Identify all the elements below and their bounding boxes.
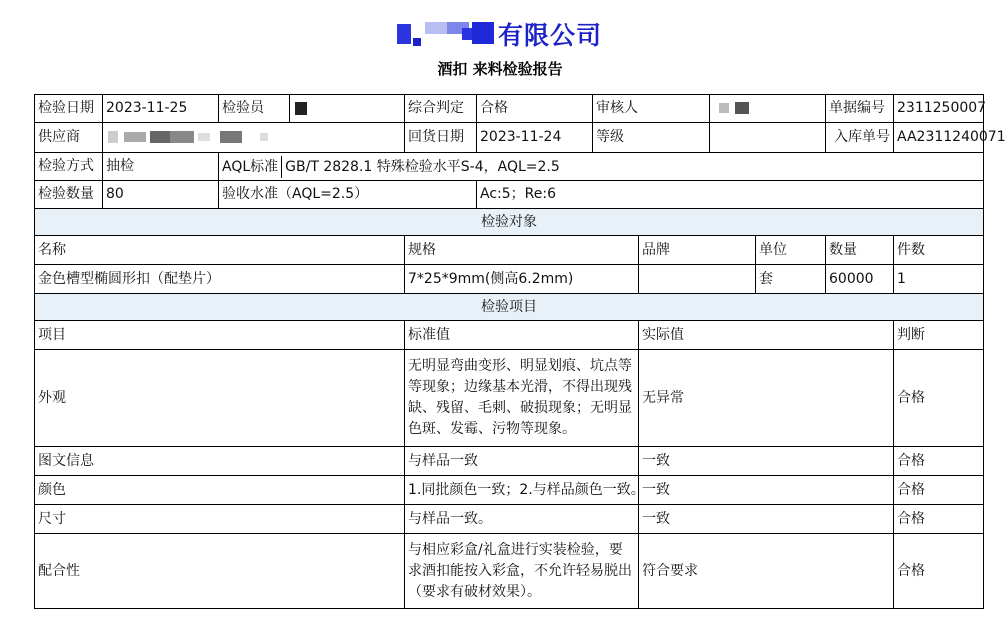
item-name: 外观 <box>35 350 405 447</box>
inspector-value <box>290 95 405 123</box>
overall-verdict-label: 综合判定 <box>405 95 477 123</box>
section-header-row <box>35 294 984 321</box>
info-row <box>35 153 984 181</box>
redaction-mosaic <box>124 132 146 142</box>
item-standard: 无明显弯曲变形、明显划痕、坑点等等现象；边缘基本光滑，不得出现残缺、残留、毛刺、破损现象；无明显色斑、发霉、污物等现象。 <box>405 350 639 447</box>
item-standard: 与样品一致 <box>405 447 639 476</box>
inspection-quantity-value: 80 <box>103 181 219 209</box>
redaction-mosaic <box>260 133 268 141</box>
report-title: 酒扣 来料检验报告 <box>437 60 563 78</box>
table-cell: 7*25*9mm(侧高6.2mm) <box>405 265 639 294</box>
item-standard: 与样品一致。 <box>405 505 639 534</box>
column-header: 单位 <box>756 236 826 265</box>
item-actual: 一致 <box>639 505 894 534</box>
redaction-mosaic <box>170 131 194 143</box>
object-header-row <box>35 236 984 265</box>
column-header: 标准值 <box>405 321 639 350</box>
grade-label: 等级 <box>593 123 710 153</box>
item-actual: 无异常 <box>639 350 894 447</box>
redaction-mosaic <box>108 131 118 143</box>
cell-divider <box>281 156 282 178</box>
supplier-value <box>103 123 405 153</box>
return-date-label: 回货日期 <box>405 123 477 153</box>
item-actual: 一致 <box>639 476 894 505</box>
aql-standard-value: GB/T 2828.1 特殊检验水平S-4，AQL=2.5 <box>285 158 560 175</box>
table-row <box>35 350 984 447</box>
column-header: 品牌 <box>639 236 756 265</box>
document-number-value: 2311250007 <box>894 95 984 123</box>
aql-standard <box>219 153 984 181</box>
item-judgement: 合格 <box>894 534 984 609</box>
document-number-label: 单据编号 <box>826 95 894 123</box>
item-standard: 与相应彩盒/礼盒进行实装检验，要求酒扣能按入彩盒，不允许轻易脱出（要求有破材效果）。 <box>405 534 639 609</box>
item-name: 图文信息 <box>35 447 405 476</box>
aql-standard-label: AQL标准 <box>222 158 279 175</box>
item-name: 颜色 <box>35 476 405 505</box>
table-row <box>35 447 984 476</box>
inspection-items-title: 检验项目 <box>35 294 984 321</box>
table-cell: 60000 <box>826 265 894 294</box>
column-header: 规格 <box>405 236 639 265</box>
table-cell: 金色槽型椭圆形扣（配垫片） <box>35 265 405 294</box>
overall-verdict-value: 合格 <box>477 95 593 123</box>
company-name: 有限公司 <box>498 21 603 50</box>
column-header: 件数 <box>894 236 984 265</box>
redaction-mosaic <box>719 103 729 113</box>
info-row <box>35 123 984 153</box>
company-header <box>0 14 1000 54</box>
table-cell <box>639 265 756 294</box>
items-header-row <box>35 321 984 350</box>
column-header: 实际值 <box>639 321 894 350</box>
table-row <box>35 476 984 505</box>
inspection-method-value: 抽检 <box>103 153 219 181</box>
info-row <box>35 95 984 123</box>
redaction-mosaic <box>462 28 472 40</box>
inspection-quantity-label: 检验数量 <box>35 181 103 209</box>
redaction-mosaic <box>295 102 307 115</box>
redaction-mosaic <box>198 133 210 141</box>
table-row <box>35 505 984 534</box>
table-cell: 套 <box>756 265 826 294</box>
table-row <box>35 534 984 609</box>
redaction-mosaic <box>425 22 447 34</box>
redaction-mosaic <box>735 102 749 114</box>
stock-number-label: 入库单号 <box>826 123 894 153</box>
grade-value <box>710 123 826 153</box>
item-name: 配合性 <box>35 534 405 609</box>
item-name: 尺寸 <box>35 505 405 534</box>
inspector-label: 检验员 <box>219 95 290 123</box>
table-cell: 1 <box>894 265 984 294</box>
column-header: 项目 <box>35 321 405 350</box>
item-judgement: 合格 <box>894 350 984 447</box>
stock-number-value: AA2311240071 <box>894 123 984 153</box>
redaction-mosaic <box>150 131 170 143</box>
redaction-mosaic <box>413 38 421 46</box>
inspection-object-title: 检验对象 <box>35 209 984 236</box>
item-actual: 一致 <box>639 447 894 476</box>
table-row <box>35 265 984 294</box>
reviewer-value <box>710 95 826 123</box>
column-header: 数量 <box>826 236 894 265</box>
inspection-report-table <box>34 94 1006 609</box>
supplier-label: 供应商 <box>35 123 103 153</box>
item-standard: 1.同批颜色一致；2.与样品颜色一致。 <box>405 476 639 505</box>
return-date-value: 2023-11-24 <box>477 123 593 153</box>
inspection-date-value: 2023-11-25 <box>103 95 219 123</box>
column-header: 判断 <box>894 321 984 350</box>
ac-re-value: Ac:5；Re:6 <box>477 181 984 209</box>
redaction-mosaic <box>220 131 242 143</box>
column-header: 名称 <box>35 236 405 265</box>
info-row <box>35 181 984 209</box>
inspection-date-label: 检验日期 <box>35 95 103 123</box>
item-judgement: 合格 <box>894 447 984 476</box>
inspection-method-label: 检验方式 <box>35 153 103 181</box>
redaction-mosaic <box>472 22 494 44</box>
acceptance-level-label: 验收水准（AQL=2.5） <box>219 181 477 209</box>
item-judgement: 合格 <box>894 505 984 534</box>
section-header-row <box>35 209 984 236</box>
redaction-mosaic <box>397 24 411 44</box>
item-actual: 符合要求 <box>639 534 894 609</box>
reviewer-label: 审核人 <box>593 95 710 123</box>
item-judgement: 合格 <box>894 476 984 505</box>
